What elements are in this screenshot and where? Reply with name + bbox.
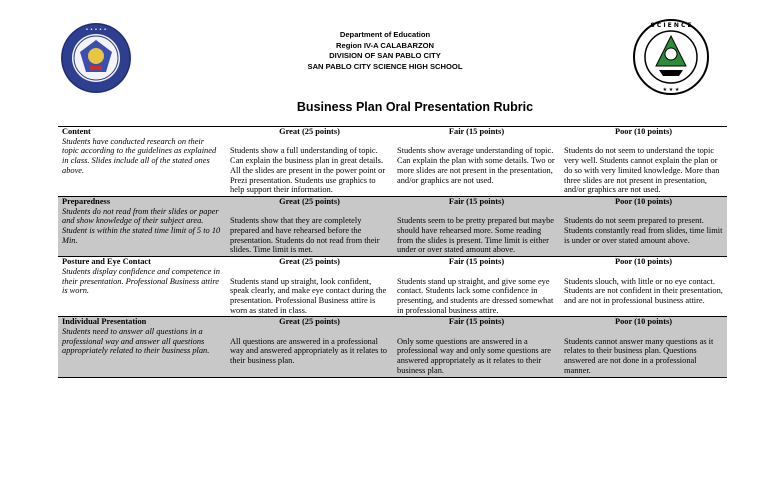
poor-header: Poor (10 points)	[614, 257, 673, 267]
rubric-row-content	[58, 127, 727, 197]
poor-cell	[560, 317, 727, 377]
poor-criteria: Students do not seem prepared to present. Students constantly read from slides, time limit is under or over stated amount above.	[564, 216, 723, 245]
fair-cell	[393, 127, 560, 197]
fair-criteria: Only some questions are answered in a professional way and only some questions are answered appropriately as it relates to their business plan.	[397, 336, 551, 375]
poor-criteria: Students do not seem to understand the topic very well. Students cannot explain the plan or do so with very limited knowledge. More than three slides are not present in presentation, and/or graphics are not used.	[564, 146, 720, 195]
svg-text:S C I E N C E: S C I E N C E	[650, 22, 692, 29]
poor-cell	[560, 127, 727, 197]
category-cell	[58, 196, 226, 256]
rubric-row-individual	[58, 317, 727, 377]
category-description: Students display confidence and competence in their presentation. Professional Business attire is worn.	[62, 266, 220, 296]
great-criteria: Students show a full understanding of topic. Can explain the business plan in great details. All the slides are present in the power point or Prezi presentation. Students use graphics to help support their information.	[230, 146, 386, 195]
fair-criteria: Students seem to be pretty prepared but maybe should have rehearsed more. Some reading from the slides is present. Time limit is either under or over stated amount above.	[397, 216, 554, 255]
poor-criteria: Students cannot answer many questions as it relates to their business plan. Questions answered are not done in a professional manner.	[564, 336, 714, 375]
poor-header: Poor (10 points)	[614, 317, 673, 327]
great-criteria: Students stand up straight, look confident, speak clearly, and make eye contact during the presentation. Professional Business attire is worn as stated in class.	[230, 276, 387, 315]
category-title: Content	[62, 127, 91, 136]
great-criteria: Students show that they are completely prepared and have rehearsed before the presentation. Students do not read from their slides. Time limit is met.	[230, 216, 380, 255]
great-criteria: All questions are answered in a professional way and answered appropriately as it relates to their business plan.	[230, 336, 387, 366]
poor-cell	[560, 257, 727, 317]
category-description: Students do not read from their slides or paper and show knowledge of their subject area. Student is within the stated time limit of 5 to 10 Min.	[62, 206, 221, 245]
great-cell	[226, 317, 393, 377]
fair-header: Fair (15 points)	[448, 127, 505, 136]
category-cell	[58, 127, 226, 197]
great-cell	[226, 196, 393, 256]
category-title: Preparedness	[62, 196, 111, 206]
great-header: Great (25 points)	[279, 257, 340, 267]
fair-header: Fair (15 points)	[448, 196, 505, 206]
fair-cell	[393, 317, 560, 377]
header-division: DIVISION OF SAN PABLO CITY	[329, 51, 441, 60]
header-department: Department of Education	[339, 30, 431, 39]
great-header: Great (25 points)	[279, 317, 340, 327]
document-header	[250, 30, 520, 72]
fair-cell	[393, 257, 560, 317]
fair-header: Fair (15 points)	[448, 317, 505, 327]
fair-cell	[393, 196, 560, 256]
poor-criteria: Students slouch, with little or no eye contact. Students are not confident in their presentation, and are not in professional business attire.	[564, 276, 723, 305]
svg-text:★ ★ ★: ★ ★ ★	[662, 87, 680, 93]
poor-cell	[560, 196, 727, 256]
rubric-row-posture	[58, 257, 727, 317]
category-description: Students have conducted research on their topic according to the guidelines as explained in class. Slides include all of the stated ones above.	[62, 136, 217, 175]
category-cell	[58, 257, 226, 317]
great-cell	[226, 127, 393, 197]
deped-seal-logo	[60, 22, 132, 94]
school-seal-logo	[632, 18, 710, 96]
fair-header: Fair (15 points)	[448, 257, 505, 267]
great-cell	[226, 257, 393, 317]
category-description: Students need to answer all questions in a professional way and answer all questions appropriately related to their business plan.	[62, 327, 210, 356]
rubric-row-preparedness	[58, 196, 727, 256]
category-title: Posture and Eye Contact	[62, 257, 151, 267]
page-title: Business Plan Oral Presentation Rubric	[296, 100, 534, 114]
rubric-table	[58, 126, 727, 378]
fair-criteria: Students show average understanding of topic. Can explain the plan with some details. Two or more slides are not present in the presentation, and/or graphics are not used.	[397, 146, 555, 185]
header-school: SAN PABLO CITY SCIENCE HIGH SCHOOL	[307, 61, 463, 71]
category-cell	[58, 317, 226, 377]
svg-text:• • • • •: • • • • •	[85, 27, 107, 33]
great-header: Great (25 points)	[279, 127, 340, 136]
fair-criteria: Students stand up straight, and give some eye contact. Students lack some confidence in presenting, and students are dressed somewhat in professional business attire.	[397, 276, 554, 315]
poor-header: Poor (10 points)	[614, 127, 673, 136]
category-title: Individual Presentation	[62, 317, 147, 327]
great-header: Great (25 points)	[279, 196, 340, 206]
poor-header: Poor (10 points)	[614, 196, 673, 206]
header-region: Region IV-A CALABARZON	[335, 40, 434, 50]
